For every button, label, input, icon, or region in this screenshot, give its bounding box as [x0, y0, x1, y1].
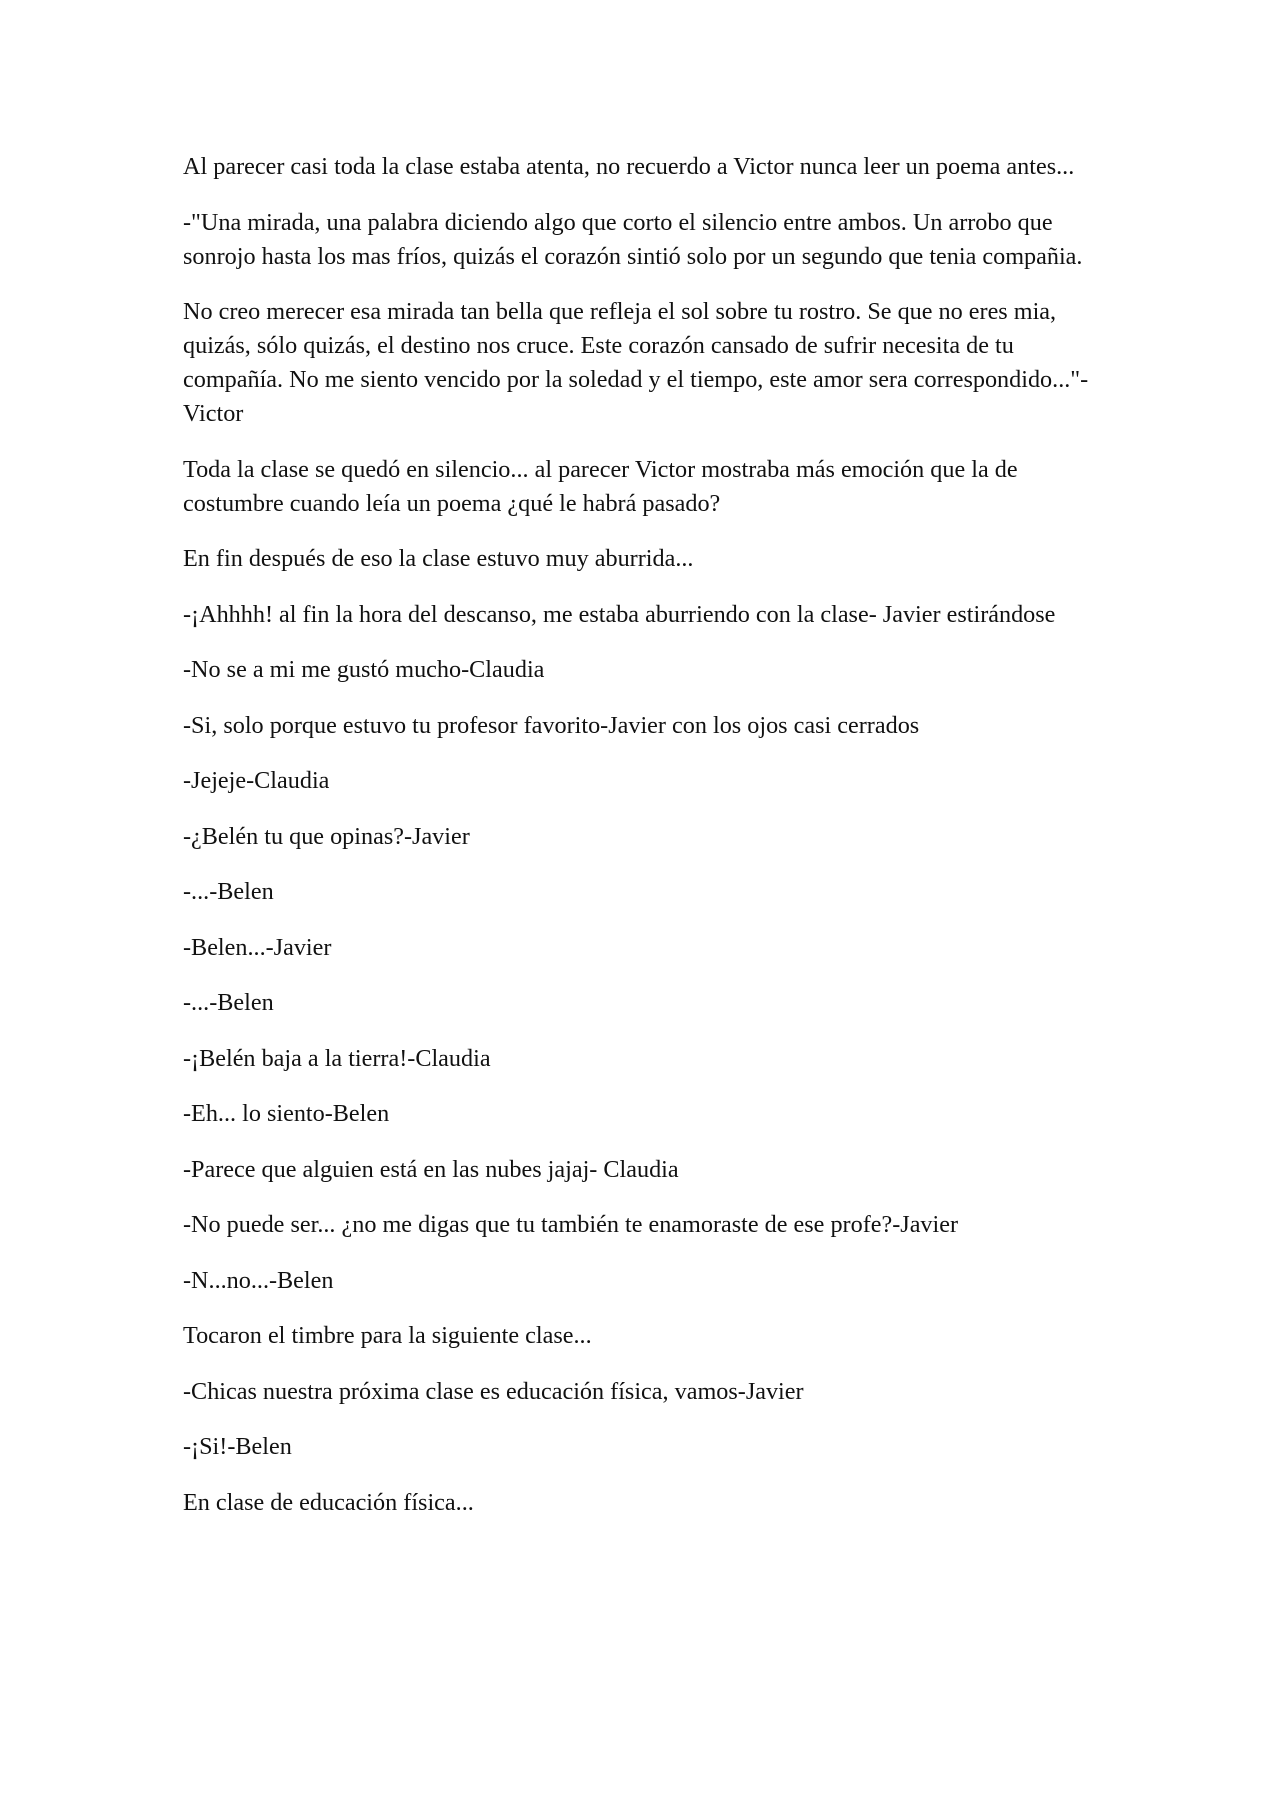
paragraph: -Si, solo porque estuvo tu profesor favorito-Javier con los ojos casi cerrados [183, 711, 920, 739]
paragraph: -No se a mi me gustó mucho-Claudia [183, 656, 545, 683]
paragraph: Tocaron el timbre para la siguiente clase... [183, 1322, 592, 1349]
paragraph: -No puede ser... ¿no me digas que tu también te enamoraste de ese profe?-Javier [183, 1211, 959, 1238]
paragraph: -Belen...-Javier [183, 933, 332, 961]
paragraph: -¡Belén baja a la tierra!-Claudia [183, 1044, 491, 1072]
document-body [183, 150, 1103, 1541]
paragraph: Al parecer casi toda la clase estaba atenta, no recuerdo a Victor nunca leer un poema antes... [183, 153, 1075, 180]
paragraph: En fin después de eso la clase estuvo muy aburrida... [183, 545, 694, 572]
paragraph: -...-Belen [183, 989, 274, 1016]
paragraph: -Parece que alguien está en las nubes jajaj- Claudia [183, 1155, 679, 1183]
paragraph: En clase de educación física... [183, 1488, 474, 1516]
paragraph: -...-Belen [183, 878, 274, 905]
paragraph: Toda la clase se quedó en silencio... al parecer Victor mostraba más emoción que la de costumbre cuando leía un poema ¿qué le habrá pasado? [183, 455, 1018, 517]
paragraph: -Chicas nuestra próxima clase es educación física, vamos-Javier [183, 1377, 804, 1405]
paragraph: -N...no...-Belen [183, 1266, 334, 1294]
paragraph: -¿Belén tu que opinas?-Javier [183, 822, 470, 850]
paragraph: -¡Ahhhh! al fin la hora del descanso, me estaba aburriendo con la clase- Javier estirándose [183, 600, 1056, 628]
paragraph: -"Una mirada, una palabra diciendo algo que corto el silencio entre ambos. Un arrobo que sonrojo hasta los mas fríos, quizás el corazón sintió solo por un segundo que tenia compañia. [183, 208, 1083, 270]
paragraph: No creo merecer esa mirada tan bella que refleja el sol sobre tu rostro. Se que no eres mia, quizás, sólo quizás, el destino nos cruce. Este corazón cansado de sufrir necesita de tu compañía. No me siento vencido por la soledad y el tiempo, este amor sera correspondido..."-Victor [183, 298, 1089, 427]
paragraph: -¡Si!-Belen [183, 1433, 292, 1460]
paragraph: -Eh... lo siento-Belen [183, 1100, 390, 1127]
paragraph: -Jejeje-Claudia [183, 767, 330, 794]
